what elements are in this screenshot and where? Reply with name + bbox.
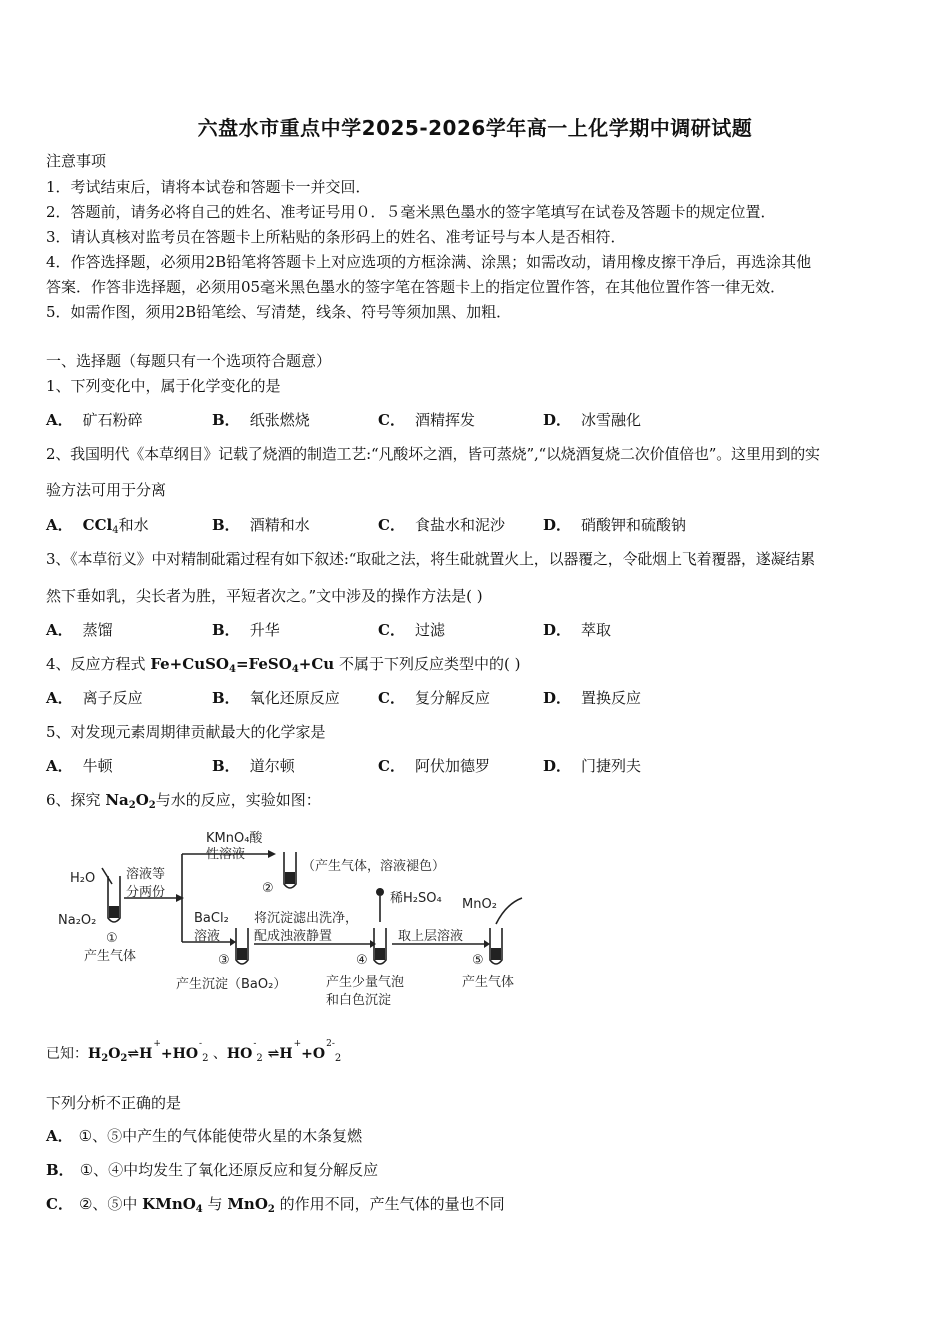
option-text: 食盐水和泥沙 xyxy=(414,516,505,534)
option-key: D． xyxy=(543,621,572,639)
formula: Na xyxy=(105,791,129,809)
option-text: 复分解反应 xyxy=(414,689,490,707)
option-text: 氧化还原反应 xyxy=(249,689,340,707)
stem-text: 与水的反应，实验如图： xyxy=(155,791,321,809)
option-key: D． xyxy=(543,689,572,707)
liquid-2 xyxy=(285,872,295,884)
formula: CCl xyxy=(82,516,113,534)
q5-option-d xyxy=(543,756,641,776)
subscript: 2 xyxy=(101,1053,109,1064)
option-key: B． xyxy=(212,621,240,639)
option-text: ②、⑤中 xyxy=(78,1195,143,1213)
option-text: 酒精和水 xyxy=(249,516,310,534)
label-na2o2: Na₂O₂ xyxy=(58,913,97,928)
q1-option-d xyxy=(543,410,641,430)
label-mno2: MnO₂ xyxy=(462,897,497,912)
label-split-2: 分两份 xyxy=(126,885,166,900)
option-text: 置换反应 xyxy=(581,689,642,707)
notice-item: 1．考试结束后，请将本试卷和答题卡一并交回． xyxy=(46,178,371,196)
formula: O xyxy=(108,1046,121,1062)
subscript: 2 xyxy=(267,1204,275,1215)
option-key: A． xyxy=(46,1127,73,1145)
option-text: 离子反应 xyxy=(82,689,143,707)
label-kmno4-2: 性溶液 xyxy=(206,847,246,862)
experiment-diagram xyxy=(58,824,548,1016)
notice-item: 4．作答选择题，必须用2B铅笔将答题卡上对应选项的方框涂满、涂黑；如需改动，请用橡皮擦干净后，再选涂其他 xyxy=(46,253,812,271)
subscript: 2 xyxy=(334,1053,342,1064)
known-label: 已知： xyxy=(46,1046,88,1062)
option-text: 蒸馏 xyxy=(82,621,113,639)
option-key: C． xyxy=(378,689,405,707)
arrowhead xyxy=(230,938,236,946)
q1-option-b xyxy=(212,410,310,430)
option-key: C． xyxy=(378,757,405,775)
option-text: 道尔顿 xyxy=(249,757,295,775)
circle-1: ① xyxy=(106,931,118,946)
option-key: B． xyxy=(212,411,240,429)
q4-option-b xyxy=(212,688,340,708)
notice-heading: 注意事项 xyxy=(46,152,107,170)
option-text: 升华 xyxy=(249,621,280,639)
notice-item: 5．如需作图，须用2B铅笔绘、写清楚，线条、符号等须加黑、加粗． xyxy=(46,303,512,321)
option-text: ①、⑤中产生的气体能使带火星的木条复燃 xyxy=(78,1127,363,1145)
circle-3: ③ xyxy=(218,953,230,968)
section-heading: 一、选择题（每题只有一个选项符合题意） xyxy=(46,352,332,370)
option-text: 纸张燃烧 xyxy=(249,411,310,429)
option-key: C． xyxy=(378,516,405,534)
equation: Fe+CuSO xyxy=(150,655,229,673)
option-key: B． xyxy=(212,757,240,775)
subscript: 4 xyxy=(112,525,119,536)
q5-option-b xyxy=(212,756,295,776)
superscript: + xyxy=(293,1039,302,1049)
option-text: 的作用不同，产生气体的量也不同 xyxy=(274,1195,505,1213)
stem-text: 6、探究 xyxy=(46,791,106,809)
q3-option-c xyxy=(378,620,445,640)
option-text: 酒精挥发 xyxy=(414,411,475,429)
label-c4-1: 产生少量气泡 xyxy=(326,975,405,990)
circle-4: ④ xyxy=(356,953,368,968)
question-2-stem: 2、我国明代《本草纲目》记载了烧酒的制造工艺:“凡酸坏之酒，皆可蒸烧”,“以烧酒复烧二次价值倍也”。这里用到的实 xyxy=(46,445,820,463)
option-text: ①、④中均发生了氧化还原反应和复分解反应 xyxy=(79,1161,379,1179)
q2-option-c xyxy=(378,515,505,535)
option-key: C． xyxy=(378,411,405,429)
liquid-4 xyxy=(375,948,385,960)
notice-item: 2．答题前，请务必将自己的姓名、准考证号用０．５毫米黑色墨水的签字笔填写在试卷及答题卡的规定位置． xyxy=(46,203,776,221)
option-text: 硝酸钾和硫酸钠 xyxy=(581,516,687,534)
question-4-stem xyxy=(46,654,520,680)
q4-option-d xyxy=(543,688,641,708)
circle-2: ② xyxy=(262,881,274,896)
option-text: 和水 xyxy=(118,516,149,534)
option-text: 萃取 xyxy=(581,621,612,639)
q2-option-b xyxy=(212,515,310,535)
formula: ⇌H xyxy=(262,1046,293,1062)
option-text: 牛顿 xyxy=(82,757,113,775)
formula: O xyxy=(135,791,149,809)
formula: +HO xyxy=(160,1046,199,1062)
label-c3: 产生沉淀（BaO₂） xyxy=(176,977,287,992)
arrowhead xyxy=(484,940,490,948)
arrowhead xyxy=(268,850,276,858)
label-upper-layer: 取上层溶液 xyxy=(398,929,464,944)
dropper-1 xyxy=(102,868,112,884)
superscript: + xyxy=(153,1039,161,1049)
subscript: 2 xyxy=(256,1053,263,1064)
option-key: B． xyxy=(212,516,240,534)
option-key: B． xyxy=(212,689,240,707)
question-6-ask: 下列分析不正确的是 xyxy=(46,1094,182,1112)
separator: 、 xyxy=(208,1046,227,1062)
option-text: 冰雪融化 xyxy=(581,411,642,429)
page-title: 六盘水市重点中学2025-2026学年高一上化学期中调研试题 xyxy=(197,116,753,140)
arrowhead xyxy=(370,940,376,948)
q6-option-b xyxy=(46,1160,378,1180)
option-key: D． xyxy=(543,516,572,534)
subscript: 2 xyxy=(120,1053,128,1064)
q5-option-a xyxy=(46,756,113,776)
q3-option-b xyxy=(212,620,280,640)
label-c2: （产生气体，溶液褪色） xyxy=(302,859,446,874)
q2-option-a xyxy=(46,515,149,541)
formula: H xyxy=(88,1046,102,1062)
label-bacl2-2: 溶液 xyxy=(194,929,221,944)
subscript: 2 xyxy=(128,800,136,811)
subscript: 4 xyxy=(195,1204,203,1215)
option-key: A． xyxy=(46,621,73,639)
superscript: - xyxy=(199,1039,203,1049)
circle-5: ⑤ xyxy=(472,953,484,968)
q2-option-d xyxy=(543,515,686,535)
formula: KMnO xyxy=(142,1195,196,1213)
liquid-3 xyxy=(237,948,247,960)
option-key: D． xyxy=(543,757,572,775)
option-text: 矿石粉碎 xyxy=(82,411,143,429)
option-text: 过滤 xyxy=(414,621,445,639)
notice-item: 答案．作答非选择题，必须用05毫米黑色墨水的签字笔在答题卡上的指定位置作答，在其他位置作答一律无效． xyxy=(46,278,786,296)
formula: HO xyxy=(226,1046,253,1062)
notice-item: 3．请认真核对监考员在答题卡上所粘贴的条形码上的姓名、准考证号与本人是否相符． xyxy=(46,228,626,246)
option-key: A． xyxy=(46,516,73,534)
subscript: 2 xyxy=(202,1053,209,1064)
question-3-stem-cont: 然下垂如乳，尖长者为胜，平短者次之。”文中涉及的操作方法是( ) xyxy=(46,587,483,605)
superscript: - xyxy=(253,1039,257,1049)
label-c4-2: 和白色沉淀 xyxy=(326,993,392,1008)
option-text: 阿伏加德罗 xyxy=(414,757,490,775)
q1-option-c xyxy=(378,410,475,430)
known-equations xyxy=(46,1039,342,1069)
liquid-1 xyxy=(109,906,119,918)
arrowhead xyxy=(176,894,184,902)
formula: +O xyxy=(301,1046,326,1062)
subscript: 2 xyxy=(148,800,156,811)
question-5-stem: 5、对发现元素周期律贡献最大的化学家是 xyxy=(46,723,326,741)
dropper-bulb xyxy=(376,888,384,896)
superscript: 2- xyxy=(326,1039,335,1049)
stem-text: 不属于下列反应类型中的( ) xyxy=(334,655,521,673)
label-h2o: H₂O xyxy=(70,871,96,886)
equation: +Cu xyxy=(298,655,335,673)
q4-option-a xyxy=(46,688,143,708)
subscript: 4 xyxy=(229,664,236,675)
label-bacl2-1: BaCl₂ xyxy=(194,911,229,926)
label-c1: 产生气体 xyxy=(84,949,137,964)
question-6-stem xyxy=(46,790,321,816)
spatula-5 xyxy=(496,898,522,924)
q6-option-a xyxy=(46,1126,362,1146)
option-key: A． xyxy=(46,757,73,775)
question-3-stem: 3、《本草衍义》中对精制砒霜过程有如下叙述:“取砒之法，将生砒就置火上，以器覆之，令砒烟上飞着覆器，遂凝结累 xyxy=(46,550,815,568)
option-key: D． xyxy=(543,411,572,429)
formula: ⇌H xyxy=(127,1046,153,1062)
equation: =FeSO xyxy=(235,655,292,673)
label-c5: 产生气体 xyxy=(462,975,515,990)
q5-option-c xyxy=(378,756,490,776)
q3-option-d xyxy=(543,620,611,640)
option-key: B． xyxy=(46,1161,74,1179)
option-key: C． xyxy=(378,621,405,639)
q1-option-a xyxy=(46,410,143,430)
label-wash-1: 将沉淀滤出洗净， xyxy=(254,911,359,926)
q4-option-c xyxy=(378,688,490,708)
q6-option-c xyxy=(46,1194,505,1220)
label-wash-2: 配成浊液静置 xyxy=(254,929,333,944)
option-key: A． xyxy=(46,411,73,429)
label-kmno4-1: KMnO₄酸 xyxy=(206,831,263,846)
option-key: C． xyxy=(46,1195,73,1213)
formula: MnO xyxy=(227,1195,268,1213)
subscript: 4 xyxy=(291,664,299,675)
option-text: 与 xyxy=(202,1195,228,1213)
option-text: 门捷列夫 xyxy=(581,757,642,775)
label-split-1: 溶液等 xyxy=(126,867,166,882)
label-h2so4: 稀H₂SO₄ xyxy=(390,891,442,906)
question-2-stem-cont: 验方法可用于分离 xyxy=(46,481,167,499)
stem-text: 4、反应方程式 xyxy=(46,655,151,673)
option-key: A． xyxy=(46,689,73,707)
q3-option-a xyxy=(46,620,113,640)
liquid-5 xyxy=(491,948,501,960)
question-1-stem: 1、下列变化中，属于化学变化的是 xyxy=(46,377,281,395)
